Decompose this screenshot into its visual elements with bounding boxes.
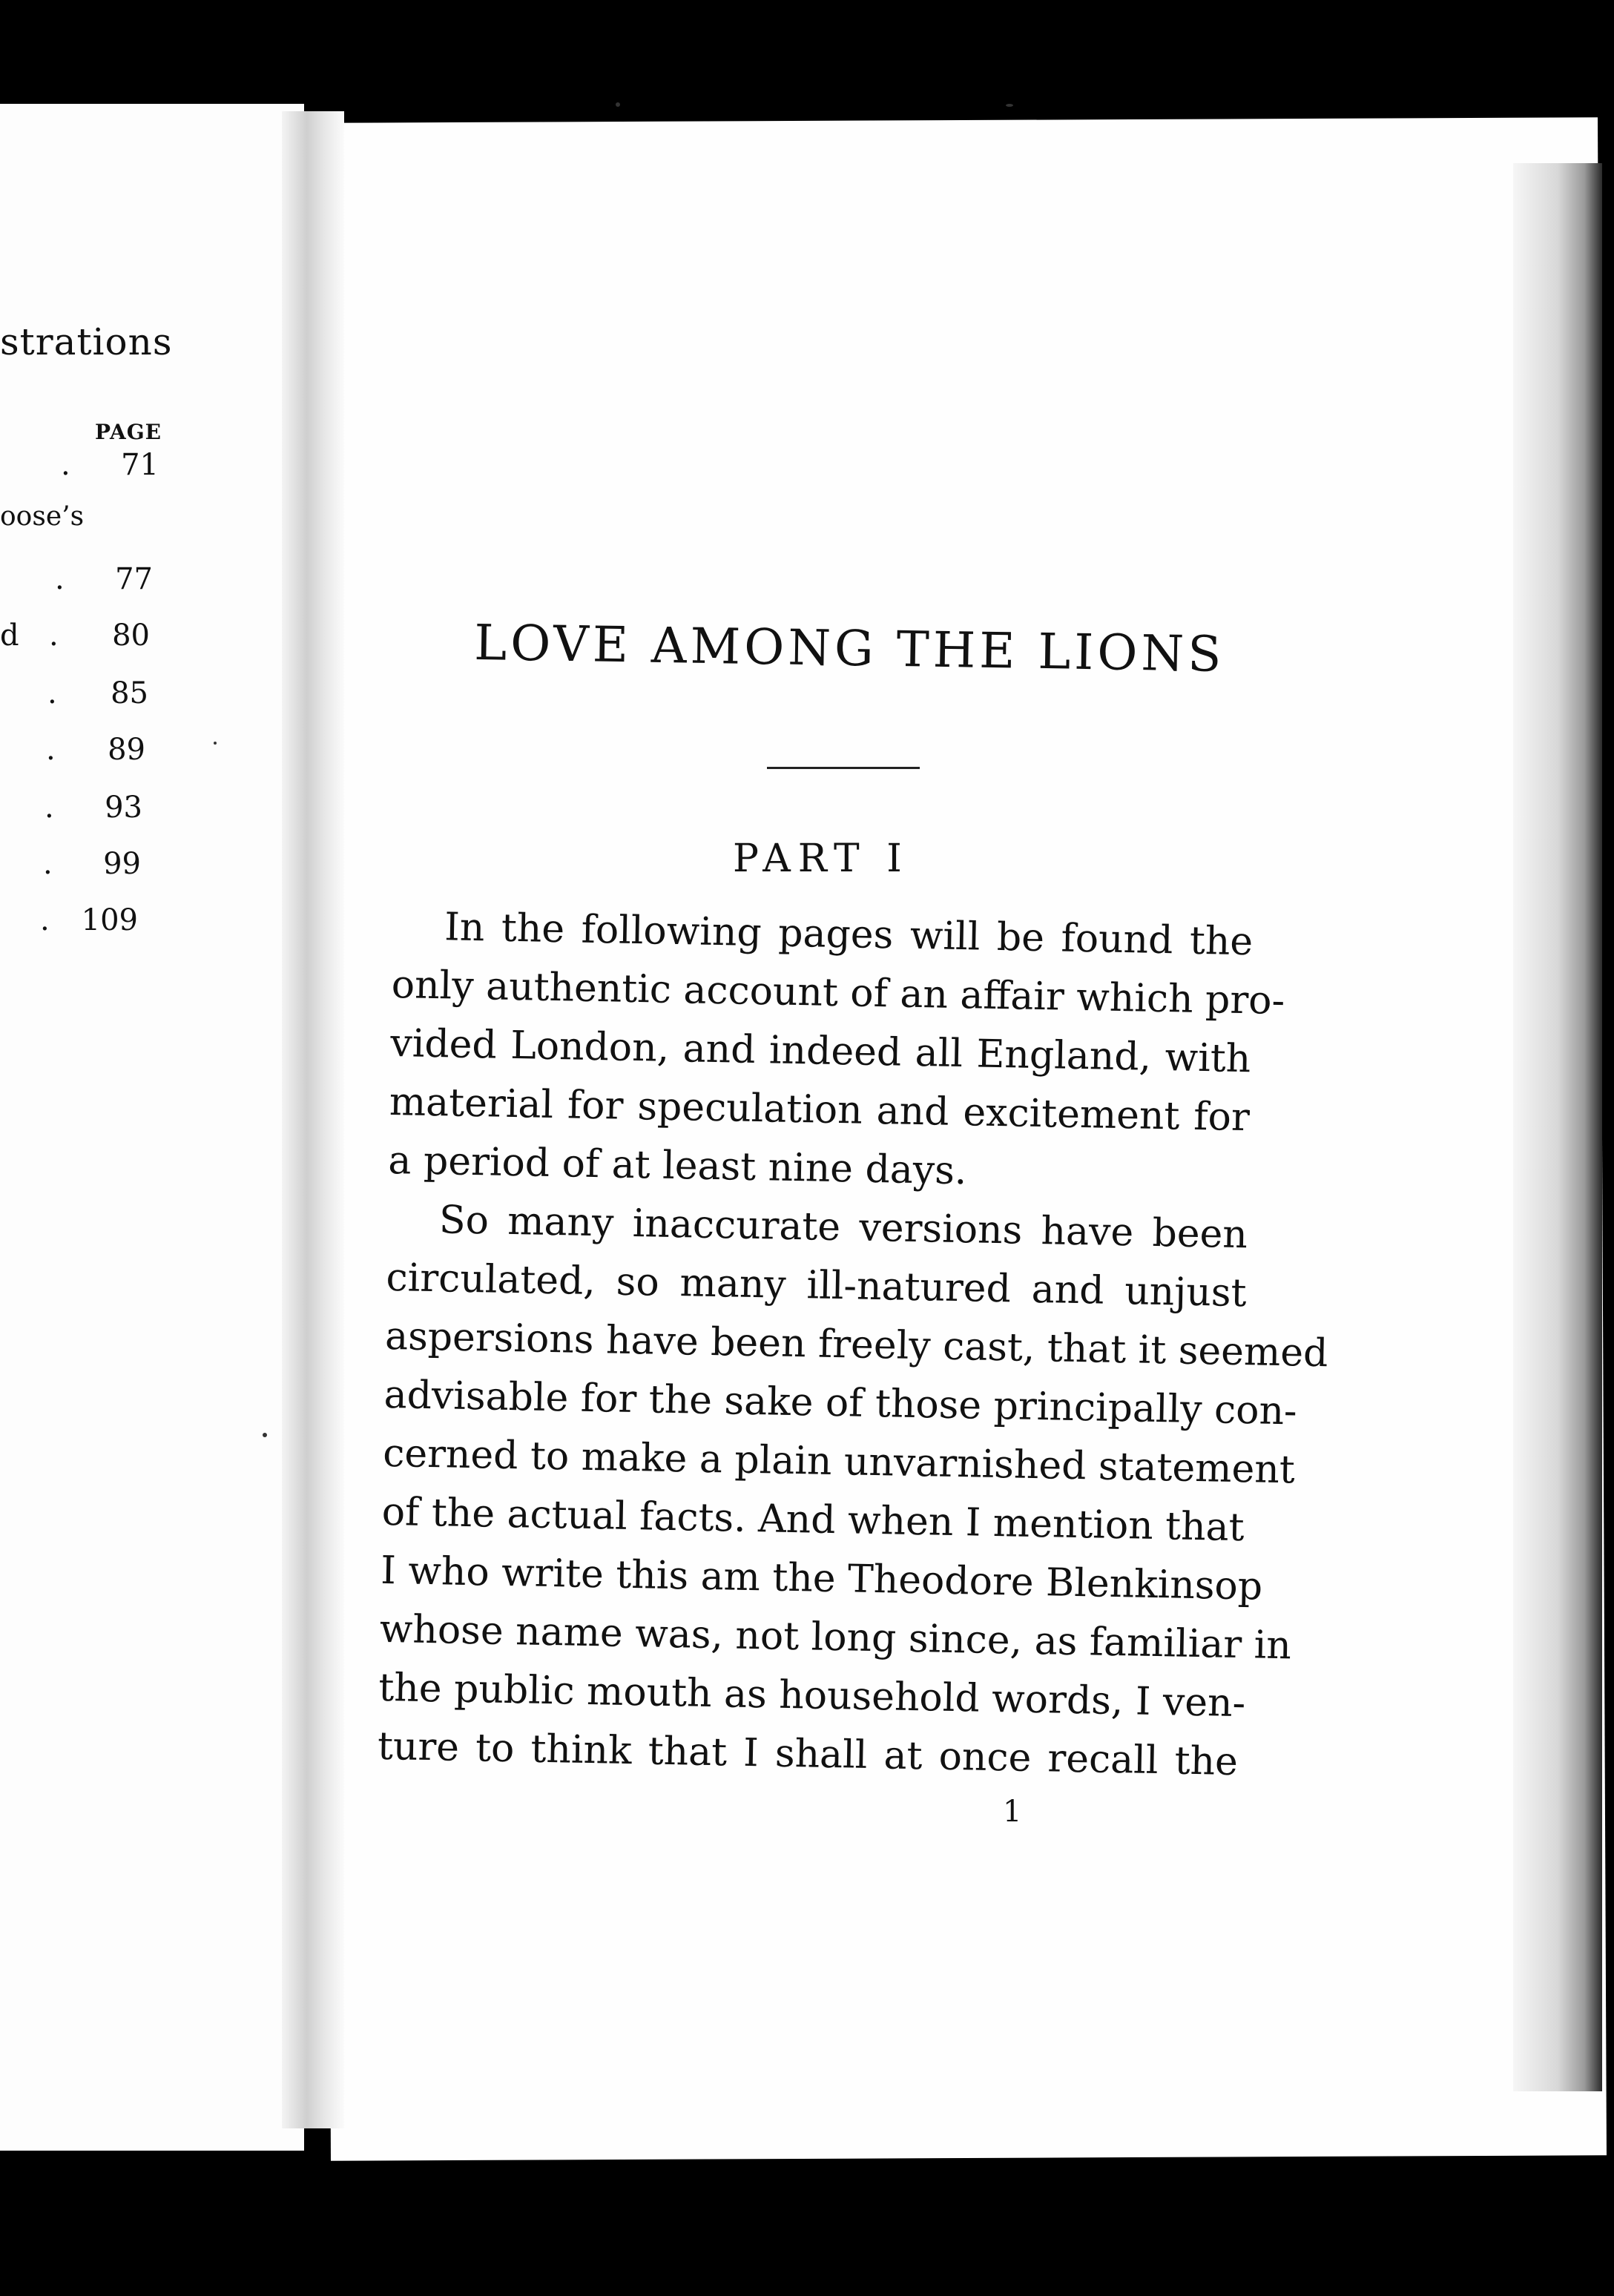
text-line: of the actual facts. And when I mention that: [381, 1489, 1245, 1551]
list-item: . 109: [40, 903, 138, 937]
text-line: only authentic account of an affair which pro-: [391, 962, 1285, 1024]
list-item: . 85: [47, 676, 148, 710]
entry-page: 85: [111, 676, 148, 710]
list-item: . 89: [46, 733, 145, 767]
list-item: d . 80: [0, 618, 150, 653]
entry-page: 71: [121, 448, 159, 482]
entry-page: 89: [108, 733, 145, 767]
text-line: vided London, and indeed all England, with: [389, 1020, 1251, 1082]
text-line: circulated, so many ill-natured and unjust: [386, 1255, 1247, 1316]
entry-page: 109: [81, 903, 138, 937]
text-line: advisable for the sake of those principally con-: [383, 1372, 1298, 1434]
text-line: In the following pages will be found the: [444, 905, 1254, 965]
entry-page: 99: [103, 847, 141, 881]
part-heading: PART I: [733, 837, 909, 881]
text-line: ture to think that I shall at once recall the: [377, 1723, 1239, 1785]
book-title: LOVE AMONG THE LIONS: [473, 614, 1225, 683]
body-text: [377, 897, 1328, 1792]
text-line: a period of at least nine days.: [387, 1138, 967, 1194]
entry-text: oose’s: [0, 501, 85, 532]
list-item: . 93: [45, 791, 142, 825]
dust-speck: [214, 742, 217, 745]
entry-page: 93: [105, 791, 142, 825]
entry-page: 77: [115, 562, 153, 596]
text-line: the public mouth as household words, I ven-: [378, 1665, 1246, 1726]
text-line: material for speculation and excitement for: [389, 1079, 1251, 1141]
list-item: . 71: [61, 448, 159, 482]
entry-text: d: [0, 618, 19, 653]
page-column-label: PAGE: [95, 420, 162, 444]
entry-page: 80: [112, 618, 150, 653]
list-item: . 77: [55, 562, 153, 596]
list-item: [0, 501, 163, 538]
text-line: I who write this am the Theodore Blenkinsop: [380, 1548, 1263, 1609]
dust-speck: [1006, 104, 1013, 107]
text-line: aspersions have been freely cast, that it seemed: [384, 1313, 1328, 1376]
title-rule: [767, 767, 920, 769]
illustrations-heading: strations: [0, 320, 173, 363]
dust-speck: [616, 102, 620, 107]
page-edge-shadow: [1513, 163, 1602, 2091]
text-line: cerned to make a plain unvarnished statement: [382, 1431, 1296, 1493]
page-number: 1: [1003, 1795, 1022, 1829]
text-line: So many inaccurate versions have been: [438, 1198, 1248, 1258]
left-page: [0, 104, 304, 2151]
list-item: . 99: [43, 847, 141, 881]
dust-speck: [263, 1433, 267, 1437]
book-gutter: [282, 111, 344, 2128]
text-line: whose name was, not long since, as familiar in: [379, 1606, 1292, 1669]
